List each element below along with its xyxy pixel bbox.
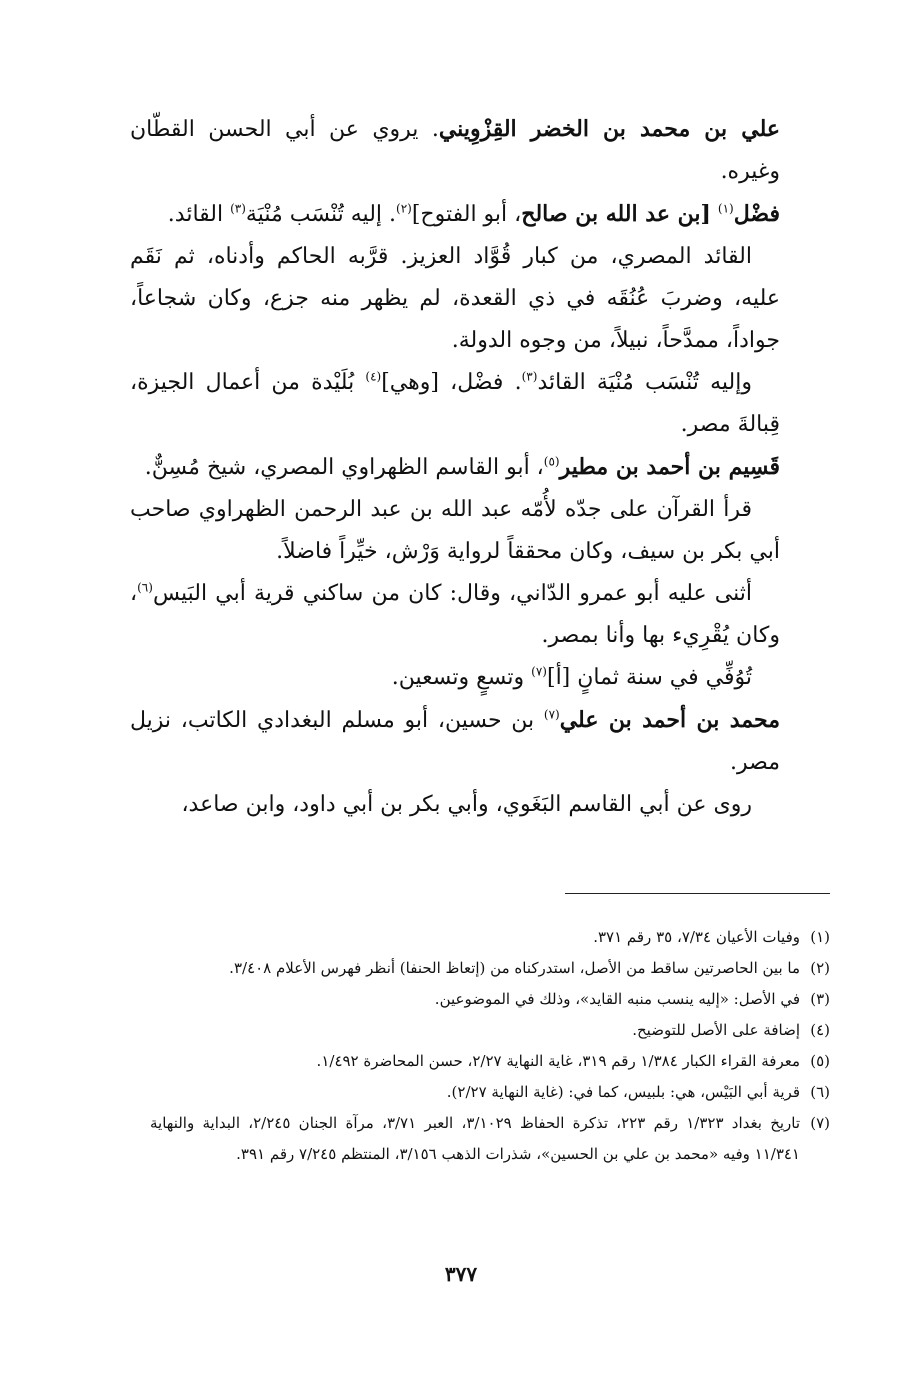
paragraph-text: وتسعٍ وتسعين. [391, 665, 532, 690]
footnote-number: (٥) [810, 1052, 830, 1070]
entry-text: . يروي عن أبي الحسن القطّان وغيره. [130, 117, 780, 184]
footnote-text: معرفة القراء الكبار ١/٣٨٤ رقم ٣١٩، غاية النهاية ٢/٢٧، حسن المحاضرة ١/٤٩٢. [316, 1052, 800, 1070]
paragraph [130, 573, 780, 657]
entry-name: علي بن محمد بن الخضر القِزْوِيني [438, 116, 780, 142]
footnote-2 [150, 953, 830, 984]
footnote-ref: (٧) [543, 707, 560, 722]
footnote-ref: (٦) [137, 580, 153, 595]
footnote-1 [150, 922, 830, 953]
footnote-ref: (١) [717, 201, 734, 216]
footnote-text: تاريخ بغداد ١/٣٢٣ رقم ٢٢٣، تذكرة الحفاظ ٣/١٠٢٩، العبر ٣/٧١، مرآة الجنان ٢/٢٤٥، البداية والنهاية ١١/٣٤١ وفيه «محمد بن علي بن الحسين»، شذرات الذهب ٣/١٥٦، المنتظم ٧/٢٤٥ رقم ٣٩١. [150, 1114, 801, 1163]
footnote-ref: (٢) [396, 201, 412, 216]
footnote-ref: (٣) [521, 369, 538, 384]
footnote-number: (١) [810, 928, 830, 946]
footnote-number: (٢) [810, 959, 830, 977]
footnote-3 [150, 984, 830, 1015]
entry-muhammad [130, 699, 780, 784]
footnotes [150, 922, 830, 1170]
entry-fadl [130, 193, 780, 236]
paragraph-text: وإليه تُنْسَب مُنْيَة القائد [537, 370, 752, 395]
entry-ali-qazwini [130, 108, 780, 193]
footnote-ref: (٤) [365, 369, 382, 384]
entry-bracket-name: [بن عد الله بن صالح [521, 201, 711, 227]
paragraph-text: أثنى عليه أبو عمرو الدّاني، وقال: كان من ساكني قرية أبي البَيس [152, 581, 752, 606]
entry-name: فضْل [733, 201, 780, 227]
footnote-7 [150, 1108, 830, 1170]
entry-qasim [130, 446, 780, 489]
footnote-text: في الأصل: «إليه ينسب منبه القايد»، وذلك في الموضوعين. [434, 990, 800, 1008]
entry-text: بن حسين، أبو مسلم البغدادي الكاتب، نزيل مصر. [130, 708, 780, 775]
entry-name: محمد بن أحمد بن علي [559, 707, 780, 733]
footnote-4 [150, 1015, 830, 1046]
main-text [130, 108, 780, 826]
paragraph: القائد المصري، من كبار قُوَّاد العزيز. قرَّبه الحاكم وأدناه، ثم نَقَم عليه، وضربَ عُنُقَه في ذي القعدة، لم يظهر منه جزع، وكان شجاعاً، جواداً، ممدَّحاً، نبيلاً، من وجوه الدولة. [130, 244, 780, 353]
footnote-number: (٤) [810, 1021, 830, 1039]
footnote-text: ما بين الحاصرتين ساقط من الأصل، استدركناه من (إتعاظ الحنفا) أنظر فهرس الأعلام ٣/٤٠٨. [229, 959, 800, 977]
footnote-number: (٣) [810, 990, 830, 1008]
entry-text: ، أبو القاسم الظهراوي المصري، شيخ مُسِنٌّ. [144, 455, 544, 480]
paragraph [130, 657, 780, 699]
paragraph [130, 362, 780, 446]
paragraph-text: تُوُفِّي في سنة ثمانٍ [أ] [546, 665, 752, 690]
page-number: ٣٧٧ [444, 1262, 478, 1286]
entry-text: . إليه تُنْسَب مُنْيَة [245, 202, 396, 227]
paragraph-text: بُلَيْدة من أعمال الجيزة، قِبالةَ مصر. [130, 370, 780, 437]
entry-name: قَسِيم بن أحمد بن مطير [559, 454, 780, 480]
paragraph-text: ، وكان يُقْرِيء بها وأنا بمصر. [130, 581, 780, 648]
footnote-5 [150, 1046, 830, 1077]
paragraph-text: . فضْل، [وهي] [381, 370, 522, 395]
footnote-number: (٧) [810, 1114, 830, 1132]
footnote-ref: (٥) [543, 454, 560, 469]
footnote-number: (٦) [810, 1083, 830, 1101]
footnote-ref: (٣) [230, 201, 246, 216]
footnote-text: وفيات الأعيان ٧/٣٤، ٣٥ رقم ٣٧١. [593, 928, 800, 946]
paragraph: قرأ القرآن على جدّه لأُمّه عبد الله بن عبد الرحمن الظهراوي صاحب أبي بكر بن سيف، وكان محققاً لرواية وَرْش، خيِّراً فاضلاً. [130, 497, 780, 564]
entry-text: ، أبو الفتوح] [411, 202, 522, 227]
footnote-text: إضافة على الأصل للتوضيح. [632, 1021, 800, 1039]
entry-text: القائد. [167, 202, 231, 227]
paragraph: روى عن أبي القاسم البَغَوي، وأبي بكر بن أبي داود، وابن صاعد، [181, 792, 752, 817]
footnote-divider [565, 893, 830, 894]
footnote-text: قرية أبي البَيْس، هي: بلبيس، كما في: (غاية النهاية ٢/٢٧). [446, 1083, 800, 1101]
footnote-ref: (٧) [531, 664, 547, 679]
footnote-6 [150, 1077, 830, 1108]
